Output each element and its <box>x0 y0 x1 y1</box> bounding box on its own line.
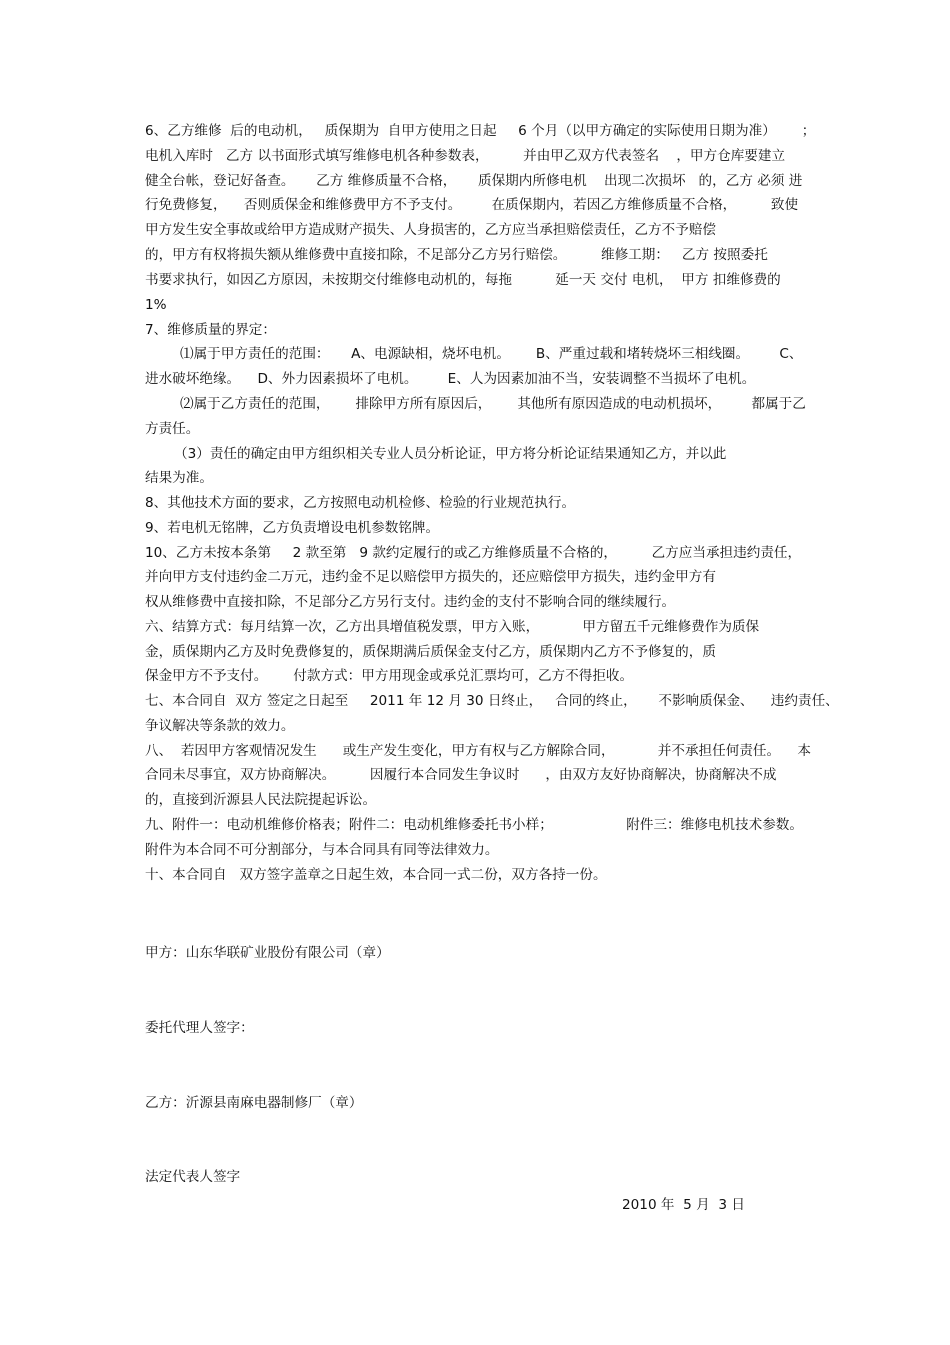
clause-6-line-8: 1% <box>145 297 167 313</box>
clause-7-heading: 7、维修质量的界定： <box>145 322 276 338</box>
section-8-line-2: 合同未尽事宜，双方协商解决。 因履行本合同发生争议时 ，由双方友好协商解决，协商解决不成 <box>145 767 777 783</box>
section-10: 十、本合同自 双方签字盖章之日起生效，本合同一式二份，双方各持一份。 <box>145 867 607 883</box>
clause-7-item-2-line-1: ⑵属于乙方责任的范围， 排除甲方所有原因后， 其他所有原因造成的电动机损坏， 都属于乙 <box>180 396 806 412</box>
clause-9: 9、若电机无铭牌，乙方负责增设电机参数铭牌。 <box>145 520 440 536</box>
section-6-line-3: 保金甲方不予支付。 付款方式：甲方用现金或承兑汇票均可，乙方不得拒收。 <box>145 668 634 684</box>
clause-7-item-2-line-2: 方责任。 <box>145 421 200 437</box>
clause-6-line-3: 健全台帐，登记好备查。 乙方 维修质量不合格， 质保期内所修电机 出现二次损坏 的，乙方 必须 进 <box>145 173 803 189</box>
clause-6-line-7: 书要求执行，如因乙方原因，未按期交付维修电动机的，每拖 延一天 交付 电机， 甲方 扣维修费的 <box>145 272 781 288</box>
clause-10-line-1: 10、乙方未按本条第 2 款至第 9 款约定履行的或乙方维修质量不合格的， 乙方应当承担违约责任， <box>145 545 802 561</box>
clause-10-line-2: 并向甲方支付违约金二万元，违约金不足以赔偿甲方损失的，还应赔偿甲方损失，违约金甲方有 <box>145 569 716 585</box>
section-8-line-3: 的，直接到沂源县人民法院提起诉讼。 <box>145 792 377 808</box>
clause-7-item-3-line-2: 结果为准。 <box>145 470 213 486</box>
section-6-line-2: 金，质保期内乙方及时免费修复的，质保期满后质保金支付乙方，质保期内乙方不予修复的，质 <box>145 644 716 660</box>
party-a: 甲方：山东华联矿业股份有限公司（章） <box>145 945 390 961</box>
legal-representative-signature-label: 法定代表人签字 <box>145 1169 241 1185</box>
party-b: 乙方：沂源县南麻电器制修厂（章） <box>145 1095 363 1111</box>
clause-6-line-2: 电机入库时 乙方 以书面形式填写维修电机各种参数表， 并由甲乙双方代表签名 ，甲方仓库要建立 <box>145 148 786 164</box>
clause-6-line-5: 甲方发生安全事故或给甲方造成财产损失、人身损害的，乙方应当承担赔偿责任，乙方不予赔偿 <box>145 222 716 238</box>
clause-6-line-4: 行免费修复， 否则质保金和维修费甲方不予支付。 在质保期内，若因乙方维修质量不合格， 致使 <box>145 197 799 213</box>
clause-6-line-6: 的，甲方有权将损失额从维修费中直接扣除，不足部分乙方另行赔偿。 维修工期： 乙方 按照委托 <box>145 247 768 263</box>
clause-10-line-3: 权从维修费中直接扣除，不足部分乙方另行支付。违约金的支付不影响合同的继续履行。 <box>145 594 676 610</box>
clause-7-item-3-line-1: （3）责任的确定由甲方组织相关专业人员分析论证，甲方将分析论证结果通知乙方，并以此 <box>174 446 727 462</box>
clause-7-item-1-line-2: 进水破坏绝缘。 D、外力因素损坏了电机。 E、人为因素加油不当，安装调整不当损坏了电机。 <box>145 371 756 387</box>
section-7-line-2: 争议解决等条款的效力。 <box>145 718 295 734</box>
agent-signature-label: 委托代理人签字： <box>145 1020 254 1036</box>
section-6-line-1: 六、结算方式：每月结算一次，乙方出具增值税发票，甲方入账， 甲方留五千元维修费作为质保 <box>145 619 760 635</box>
section-9-line-2: 附件为本合同不可分割部分，与本合同具有同等法律效力。 <box>145 842 499 858</box>
section-9-line-1: 九、附件一：电动机维修价格表；附件二：电动机维修委托书小样； 附件三：维修电机技术参数。 <box>145 817 803 833</box>
clause-6-line-1: 6、乙方维修 后的电动机， 质保期为 自甲方使用之日起 6 个月（以甲方确定的实际使用日期为准） ； <box>145 123 816 139</box>
clause-7-item-1-line-1: ⑴属于甲方责任的范围： A、电源缺相，烧坏电机。 B、严重过载和堵转烧坏三相线圈。 C、 <box>180 346 803 362</box>
signing-date: 2010 年 5 月 3 日 <box>622 1197 745 1213</box>
section-8-line-1: 八、 若因甲方客观情况发生 或生产发生变化，甲方有权与乙方解除合同， 并不承担任何责任。 本 <box>145 743 811 759</box>
clause-8: 8、其他技术方面的要求，乙方按照电动机检修、检验的行业规范执行。 <box>145 495 576 511</box>
section-7-line-1: 七、本合同自 双方 签定之日起至 2011 年 12 月 30 日终止， 合同的终止， 不影响质保金、 违约责任、 <box>145 693 839 709</box>
